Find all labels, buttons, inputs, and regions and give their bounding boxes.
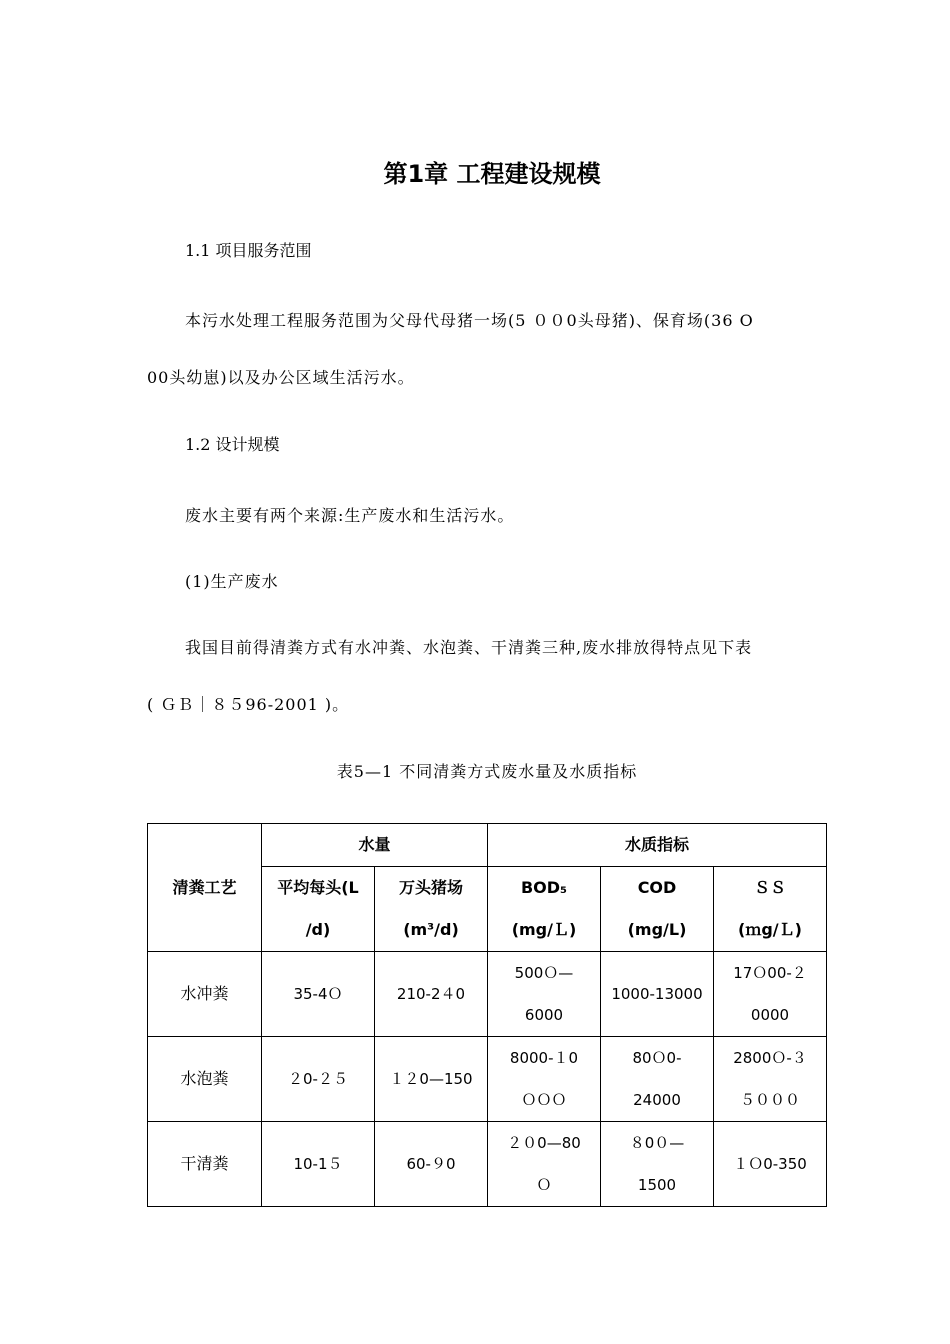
cell-ss-line-2: ５０００ bbox=[739, 1091, 800, 1109]
header-bod5-line-2: (mg/Ｌ) bbox=[511, 920, 577, 939]
cell-per-10k-pigs: １２0—150 bbox=[375, 1037, 488, 1122]
cell-bod5 bbox=[488, 1037, 601, 1122]
cell-bod5-line-2: 6000 bbox=[524, 1006, 564, 1024]
cell-cod bbox=[601, 1122, 714, 1207]
cell-bod5-line-1: ２０0—80 bbox=[507, 1134, 581, 1152]
cell-avg-per-head: ２0-２５ bbox=[262, 1037, 375, 1122]
row-process: 水冲粪 bbox=[148, 952, 262, 1037]
wastewater-table bbox=[147, 823, 827, 1207]
header-avg-per-head-line-1: 平均每头(L bbox=[277, 878, 359, 897]
paragraph-3-line-1: 我国目前得清粪方式有水冲粪、水泡粪、干清粪三种,废水排放得特点见下表 bbox=[185, 638, 753, 657]
cell-bod5-line-2: ＯＯＯ bbox=[521, 1091, 567, 1109]
cell-cod bbox=[601, 1037, 714, 1122]
header-ss bbox=[714, 867, 827, 952]
header-water-volume: 水量 bbox=[262, 824, 488, 867]
chapter-title: 第1章 工程建设规模 bbox=[383, 160, 601, 188]
header-avg-per-head bbox=[262, 867, 375, 952]
header-cod bbox=[601, 867, 714, 952]
cell-ss-line-2: 0000 bbox=[750, 1006, 790, 1024]
cell-bod5-line-2: Ｏ bbox=[536, 1176, 552, 1194]
paragraph-1-line-2: 00头幼崽)以及办公区域生活污水。 bbox=[147, 368, 415, 387]
header-ss-line-2: (ｍg/Ｌ) bbox=[738, 920, 802, 939]
row-process: 干清粪 bbox=[148, 1122, 262, 1207]
subheading-production-wastewater: (1)生产废水 bbox=[185, 572, 279, 591]
header-per-10k-pigs-line-2: (m³/d) bbox=[403, 920, 459, 939]
cell-ss bbox=[714, 1037, 827, 1122]
cell-bod5-line-1: 8000-１0 bbox=[509, 1049, 579, 1067]
header-avg-per-head-line-2: /d) bbox=[305, 920, 331, 939]
paragraph-1-line-1: 本污水处理工程服务范围为父母代母猪一场(5 ００0头母猪)、保育场(36 O bbox=[185, 311, 754, 330]
cell-avg-per-head: 35-4Ｏ bbox=[262, 952, 375, 1037]
cell-bod5 bbox=[488, 1122, 601, 1207]
header-per-10k-pigs-line-1: 万头猪场 bbox=[398, 878, 463, 897]
section-heading-1-1: 1.1 项目服务范围 bbox=[185, 241, 312, 260]
header-water-quality: 水质指标 bbox=[488, 824, 827, 867]
cell-cod-line-2: 24000 bbox=[633, 1091, 681, 1109]
table-row bbox=[148, 1122, 827, 1207]
cell-avg-per-head: 10-1５ bbox=[262, 1122, 375, 1207]
header-ss-line-1: ＳＳ bbox=[753, 878, 786, 897]
header-cod-line-1: COD bbox=[637, 878, 677, 897]
paragraph-2: 废水主要有两个来源:生产废水和生活污水。 bbox=[185, 506, 515, 525]
header-process: 清粪工艺 bbox=[148, 824, 262, 952]
paragraph-3-line-2: ( ＧＢ｜８５96-2001 )。 bbox=[147, 695, 350, 714]
table-row bbox=[148, 1037, 827, 1122]
header-cod-line-2: (mg/L) bbox=[627, 920, 687, 939]
cell-cod-line-1: 80Ｏ0- bbox=[632, 1049, 682, 1067]
table-row bbox=[148, 952, 827, 1037]
cell-ss-line-1: 17Ｏ00-２ bbox=[733, 964, 807, 982]
cell-per-10k-pigs: 210-2４0 bbox=[375, 952, 488, 1037]
cell-ss bbox=[714, 952, 827, 1037]
cell-bod5 bbox=[488, 952, 601, 1037]
header-bod5-line-1: BOD₅ bbox=[520, 878, 568, 897]
section-heading-1-2: 1.2 设计规模 bbox=[185, 435, 280, 454]
table-caption: 表5—1 不同清粪方式废水量及水质指标 bbox=[336, 762, 638, 781]
cell-cod: 1000-13000 bbox=[601, 952, 714, 1037]
cell-cod-line-1: ８0０— bbox=[629, 1134, 685, 1152]
cell-cod-line-2: 1500 bbox=[637, 1176, 677, 1194]
cell-per-10k-pigs: 60-９0 bbox=[375, 1122, 488, 1207]
row-process: 水泡粪 bbox=[148, 1037, 262, 1122]
cell-ss: １Ｏ0-350 bbox=[714, 1122, 827, 1207]
header-bod5 bbox=[488, 867, 601, 952]
header-per-10k-pigs bbox=[375, 867, 488, 952]
cell-bod5-line-1: 500Ｏ— bbox=[514, 964, 574, 982]
cell-ss-line-1: 2800Ｏ-３ bbox=[733, 1049, 807, 1067]
